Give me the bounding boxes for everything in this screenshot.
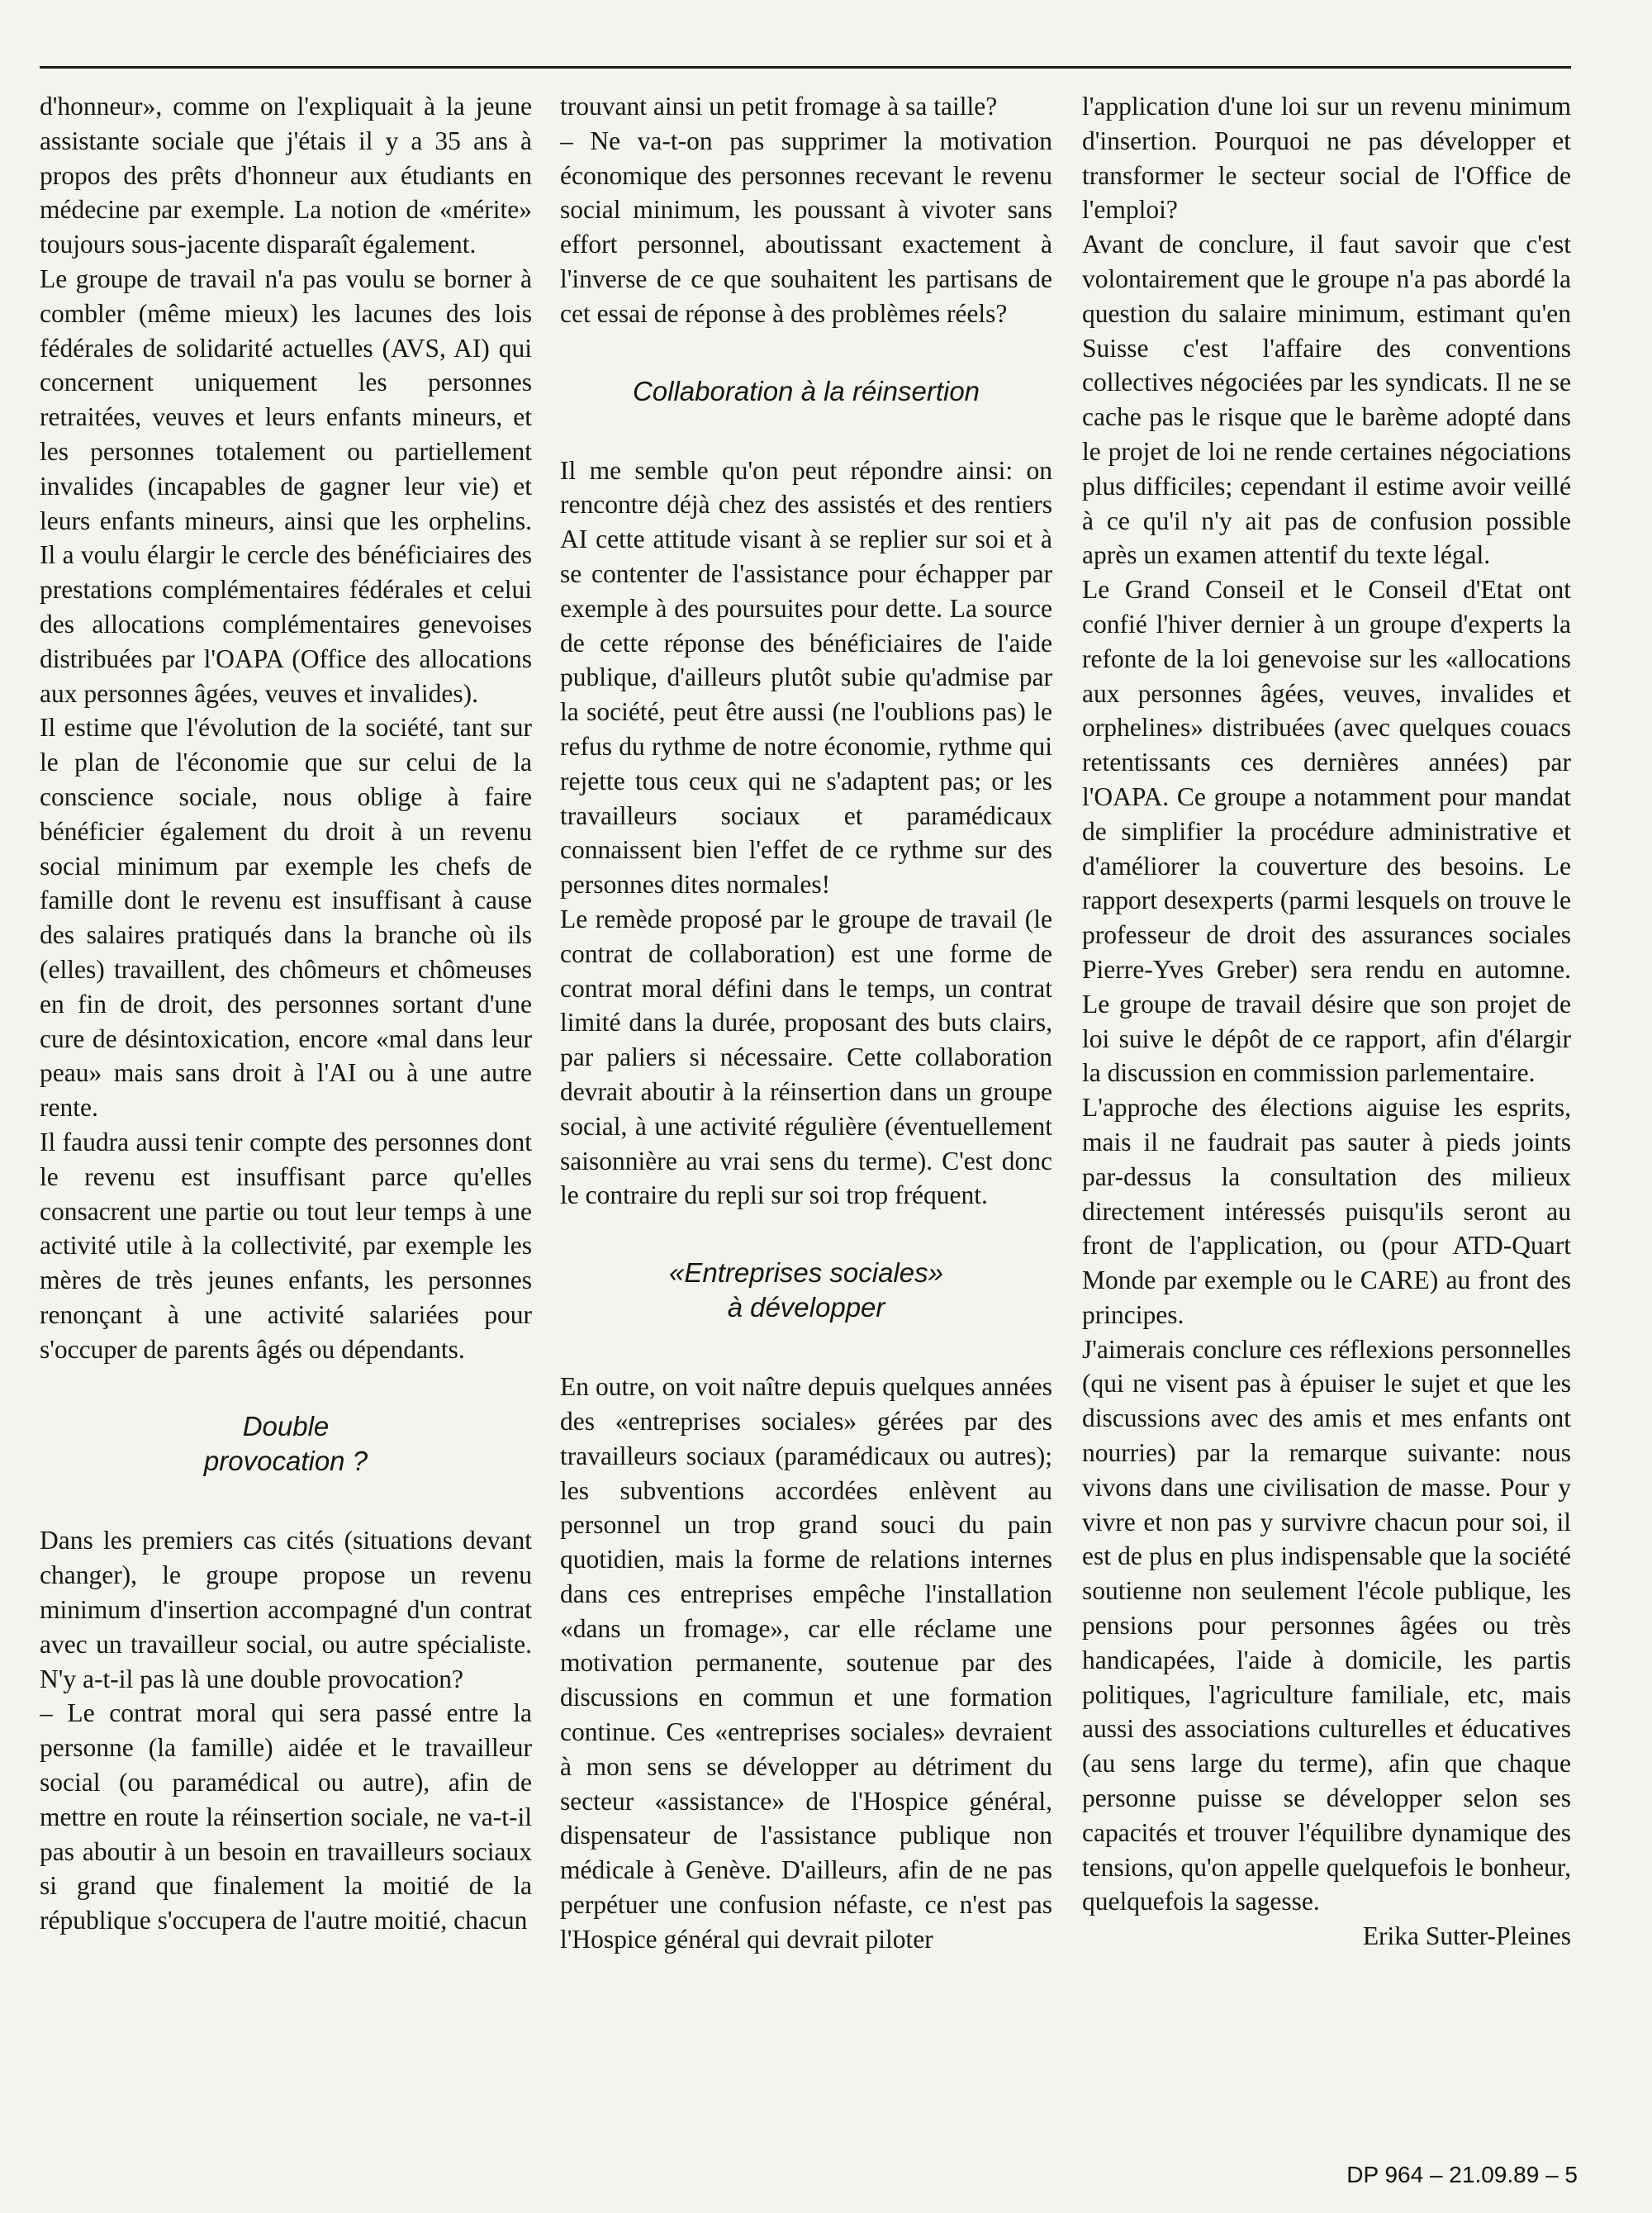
section-heading-collaboration — [560, 374, 1052, 409]
paragraph: Il estime que l'évolution de la société, tant sur le plan de l'économie que sur celui de la conscience sociale, nous oblige à faire bénéficier également du droit à un revenu social minimum par exemple les chefs de famille dont le revenu est insuffisant à cause des salaires pratiqués dans la branche où ils (elles) travaillent, des chômeurs et chômeuses en fin de droit, des personnes sortant d'une cure de désintoxication, encore «mal dans leur peau» mais sans droit à l'AI ou à une autre rente. — [40, 713, 532, 1123]
author-signature: Erika Sutter-Pleines — [1362, 1921, 1571, 1951]
heading-line: «Entreprises sociales» — [669, 1257, 943, 1289]
paragraph: – Ne va-t-on pas supprimer la motivation économique des personnes recevant le revenu social minimum, les poussant à vivoter sans effort personnel, aboutissant exactement à l'inverse de ce que souhaitent les partisans de cet essai de réponse à des problèmes réels? — [560, 126, 1052, 328]
top-rule — [40, 66, 1571, 69]
paragraph: Avant de conclure, il faut savoir que c'est volontairement que le groupe n'a pas abordé la question du salaire minimum, estimant qu'en Suisse c'est l'affaire des conventions collectives négociées par les syndicats. Il ne se cache pas le risque que le barème adopté dans le projet de loi ne rende certaines négociations plus difficiles; cependant il estime avoir veillé à ce qu'il n'y ait pas de confusion possible après un examen attentif du texte légal. — [1082, 230, 1571, 570]
paragraph: Il me semble qu'on peut répondre ainsi: on rencontre déjà chez des assistés et des rentiers AI cette attitude visant à se replier sur soi et à se contenter de l'assistance pour échapper par exemple à des poursuites pour dette. La source de cette réponse des bénéficiaires de l'aide publique, d'ailleurs plutôt subie qu'admise par la société, peut être aussi (ne l'oublions pas) le refus du rythme de notre économie, rythme qui rejette tous ceux qui ne s'adaptent pas; or les travailleurs sociaux et paramédicaux connaissent bien l'effet de ce rythme sur des personnes dites normales! — [560, 455, 1052, 900]
paragraph: trouvant ainsi un petit fromage à sa taille? — [560, 92, 998, 121]
paragraph: Le Grand Conseil et le Conseil d'Etat ont confié l'hiver dernier à un groupe d'experts la refonte de la loi genevoise sur les «allocations aux personnes âgées, veuves, invalides et orphelines» distribuées (avec quelques couacs retentissants ces dernières années) par l'OAPA. Ce groupe a notamment pour mandat de simplifier la procédure administrative et d'améliorer la couverture des besoins. Le rapport desexperts (parmi lesquels on trouve le professeur de droit des assurances sociales Pierre-Yves Greber) sera rendu en automne. Le groupe de travail désire que son projet de loi suive le dépôt de ce rapport, afin d'élargir la discussion en commission parlementaire. — [1082, 575, 1571, 1088]
paragraph: Dans les premiers cas cités (situations devant changer), le groupe propose un revenu minimum d'insertion accompagné d'un contrat avec un travailleur social, ou autre spécialiste. N'y a-t-il pas là une double provocation? — [40, 1526, 532, 1693]
section-heading-entreprises-sociales — [560, 1256, 1052, 1325]
paragraph: Il faudra aussi tenir compte des personnes dont le revenu est insuffisant parce qu'elles consacrent une partie ou tout leur temps à une activité utile à la collectivité, par exemple les mères de très jeunes enfants, les personnes renonçant à une activité salariées pour s'occuper de parents âgés ou dépendants. — [40, 1127, 532, 1364]
section-heading-double-provocation — [40, 1409, 532, 1479]
heading-line: provocation ? — [203, 1446, 368, 1477]
paragraph: J'aimerais conclure ces réflexions personnelles (qui ne visent pas à épuiser le sujet et que les discussions avec des amis et mes enfants ont nourries) par la remarque suivante: nous vivons dans une civilisation de masse. Pour y vivre et non pas y survivre chacun pour soi, il est de plus en plus indispensable que la société soutienne non seulement l'école publique, les pensions pour personnes âgées ou très handicapées, l'aide à domicile, les partis politiques, l'agriculture familiale, etc, mais aussi des associations culturelles et éducatives (au sens large du terme), afin que chaque personne puisse se développer selon ses capacités et trouver l'équilibre dynamique des tensions, qu'on appelle quelquefois le bonheur, quelquefois la sagesse. — [1082, 1334, 1571, 1916]
heading-line: Collaboration à la réinsertion — [632, 375, 980, 406]
column-2 — [560, 89, 1052, 2105]
heading-line: Double — [242, 1411, 330, 1442]
paragraph: Le remède proposé par le groupe de travail (le contrat de collaboration) est une forme de contrat moral défini dans le temps, un contrat limité dans la durée, proposant des buts clairs, par paliers si nécessaire. Cette collaboration devrait aboutir à la réinsertion dans un groupe social, à une activité régulière (éventuellement saisonnière au vrai sens du terme). C'est donc le contraire du repli sur soi trop fréquent. — [560, 904, 1052, 1210]
page-footer: DP 964 – 21.09.89 – 5 — [1346, 2162, 1578, 2187]
paragraph: – Le contrat moral qui sera passé entre la personne (la famille) aidée et le travailleur social (ou paramédical ou autre), afin de mettre en route la réinsertion sociale, ne va-t-il pas aboutir à un besoin en travailleurs sociaux si grand que finalement la moitié de la république s'occupera de l'autre moitié, chacun — [40, 1698, 532, 1935]
heading-line: à développer — [727, 1292, 885, 1323]
column-1 — [40, 89, 532, 2105]
paragraph: L'approche des élections aiguise les esprits, mais il ne faudrait pas sauter à pieds joints par-dessus la consultation des milieux directement intéressés puisqu'ils seront au front de l'application, ou (pour ATD-Quart Monde par exemple ou le CARE) au front des principes. — [1082, 1093, 1571, 1329]
column-3 — [1082, 89, 1571, 2105]
paragraph: d'honneur», comme on l'expliquait à la jeune assistante sociale que j'étais il y a 35 ans à propos des prêts d'honneur aux étudiants en médecine par exemple. La notion de «mérite» toujours sous-jacente disparaît également. — [40, 92, 532, 259]
paragraph: l'application d'une loi sur un revenu minimum d'insertion. Pourquoi ne pas développer et transformer le secteur social de l'Office de l'emploi? — [1082, 92, 1571, 225]
paragraph: En outre, on voit naître depuis quelques années des «entreprises sociales» gérées par des travailleurs sociaux (paramédicaux ou autres); les subventions accordées enlèvent au personnel un trop grand souci du pain quotidien, mais la forme de relations internes dans ces entreprises empêche l'installation «dans un fromage», car elle réclame une motivation permanente, soutenue par des discussions en commun et une formation continue. Ces «entreprises sociales» devraient à mon sens se développer au détriment du secteur «assistance» de l'Hospice général, dispensateur de l'assistance publique non médicale à Genève. D'ailleurs, afin de ne pas perpétuer une confusion néfaste, ce n'est pas l'Hospice général qui devrait piloter — [560, 1372, 1052, 1954]
paragraph: Le groupe de travail n'a pas voulu se borner à combler (même mieux) les lacunes des lois fédérales de solidarité actuelles (AVS, AI) qui concernent uniquement les personnes retraitées, veuves et leurs enfants mineurs, et les personnes totalement ou partiellement invalides (incapables de gagner leur vie) et leurs enfants mineurs, ainsi que les orphelins. Il a voulu élargir le cercle des bénéficiaires des prestations complémentaires fédérales et celui des allocations complémentaires genevoises distribuées par l'OAPA (Office des allocations aux personnes âgées, veuves et invalides). — [40, 264, 532, 708]
